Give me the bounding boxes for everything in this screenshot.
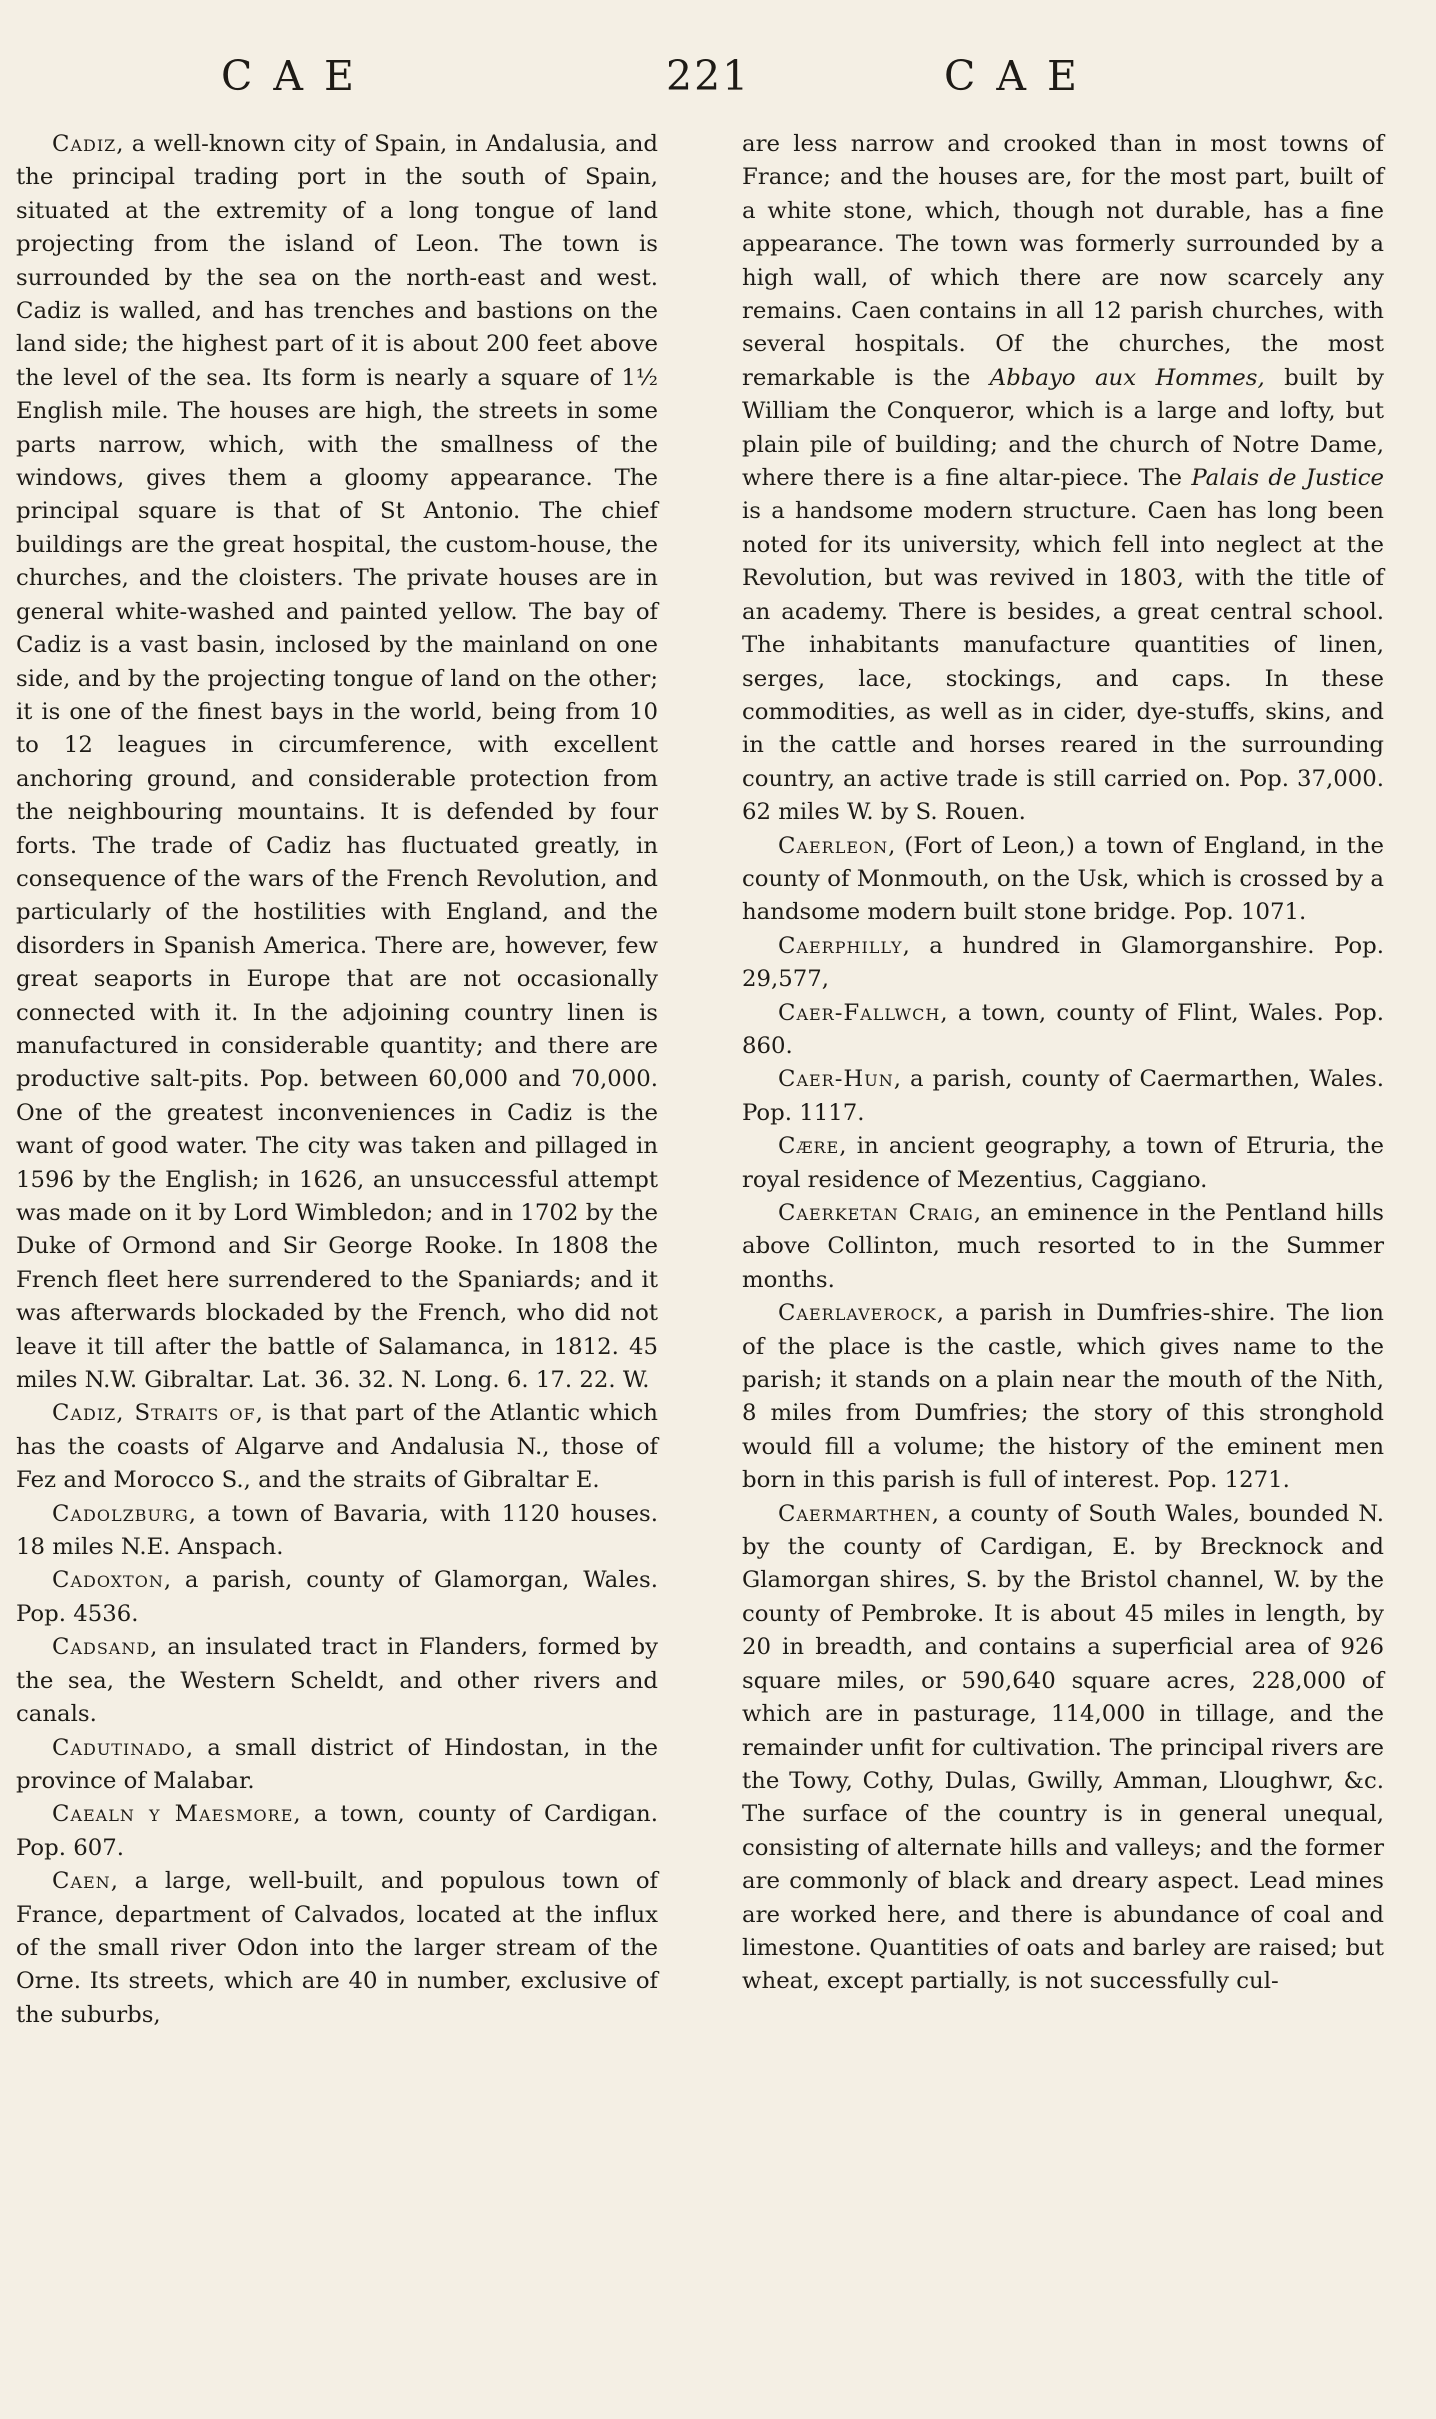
italic-place-name: Palais de Justice xyxy=(1191,465,1384,492)
entry-headword: Caerlaverock xyxy=(778,1300,937,1327)
entry-text: , is that part of the Atlantic which has the coasts of Algarve and Andalusia N., those of Fez and Morocco S., and the straits of Gibraltar E. xyxy=(16,1400,658,1494)
entry-caen-continuation xyxy=(742,128,1384,830)
entry-cadutinado xyxy=(16,1732,658,1799)
entry-text: , a small district of Hindostan, in the province of Malabar. xyxy=(16,1734,658,1794)
entry-cadsand xyxy=(16,1631,658,1731)
entry-headword: Caealn y Maesmore xyxy=(52,1801,294,1828)
entry-text: , a parish, county of Caermarthen, Wales. Pop. 1117. xyxy=(742,1066,1384,1126)
entry-caer-hun xyxy=(742,1063,1384,1130)
header-right-guideword: CAE xyxy=(944,52,1098,100)
entry-caerphilly xyxy=(742,930,1384,997)
entry-cadiz xyxy=(16,128,658,1397)
left-column xyxy=(16,128,658,2032)
entry-headword: Cære xyxy=(778,1133,840,1160)
right-column xyxy=(742,128,1384,2032)
entry-headword: Caerketan Craig xyxy=(778,1200,974,1226)
entry-text: , a well-known city of Spain, in Andalusia, and the principal trading port in the south of Spain, situated at the extremity of a long tongue of land projecting from the island of Leon. The town is surrounded by the sea on the north-east and west. Cadiz is walled, and has trenches and bastions on the land side; the highest part of it is about 200 feet above the level of the sea. Its form is nearly a square of 1½ English mile. The houses are high, the streets in some parts narrow, which, with the smallness of the windows, gives them a gloomy appearance. The principal square is that of St Antonio. The chief buildings are the great hospital, the custom-house, the churches, and the cloisters. The private houses are in general white-washed and painted yellow. The bay of Cadiz is a vast basin, inclosed by the mainland on one side, and by the projecting tongue of land on the other; it is one of the finest bays in the world, being from 10 to 12 leagues in circumference, with excellent anchoring ground, and considerable protection from the neighbouring mountains. It is defended by four forts. The trade of Cadiz has fluctuated greatly, in consequence of the wars of the French Revolution, and particularly of the hostilities with England, and the disorders in Spanish America. There are, however, few great seaports in Europe that are not occasionally connected with it. In the adjoining country linen is manufactured in considerable quantity; and there are productive salt-pits. Pop. between 60,000 and 70,000. One of the greatest inconveniences in Cadiz is the want of good water. The city was taken and pillaged in 1596 by the English; in 1626, an unsuccessful attempt was made on it by Lord Wimbledon; and in 1702 by the Duke of Ormond and Sir George Rooke. In 1808 the French fleet here surrendered to the Spaniards; and it was afterwards blockaded by the French, who did not leave it till after the battle of Salamanca, in 1812. 45 miles N.W. Gibraltar. Lat. 36. 32. N. Long. 6. 17. 22. W. xyxy=(16,131,658,1394)
entry-headword: Cadolzburg xyxy=(52,1500,189,1527)
entry-text: is a handsome modern structure. Caen has long been noted for its university, which fell into neglect at the Revolution, but was revived in 1803, with the title of an academy. There is besides, a great central school. The inhabitants manufacture quantities of linen, serges, lace, stockings, and caps. In these commodities, as well as in cider, dye-stuffs, skins, and in the cattle and horses reared in the surrounding country, an active trade is still carried on. Pop. 37,000. 62 miles W. by S. Rouen. xyxy=(742,498,1384,826)
entry-text: , a town of Bavaria, with 1120 houses. 18 miles N.E. Anspach. xyxy=(16,1500,658,1561)
entry-headword: Cadiz, Straits of xyxy=(52,1400,256,1427)
entry-text: , a parish in Dumfries-shire. The lion of the place is the castle, which gives name to the parish; it stands on a plain near the mouth of the Nith, 8 miles from Dumfries; the story of this stronghold would fill a volume; the history of the eminent men born in this parish is full of interest. Pop. 1271. xyxy=(742,1300,1384,1494)
entry-text: , a large, well-built, and populous town of France, department of Calvados, located at the influx of the small river Odon into the larger stream of the Orne. Its streets, which are 40 in number, exclusive of the suburbs, xyxy=(16,1868,658,2028)
entry-text: , (Fort of Leon,) a town of England, in the county of Monmouth, on the Usk, which is crossed by a handsome modern built stone bridge. Pop. 1071. xyxy=(742,832,1384,926)
entry-text: built by William the Conqueror, which is a large and lofty, but plain pile of building; and the church of Notre Dame, where there is a fine altar-piece. The xyxy=(742,364,1384,492)
header-left-guideword: CAE xyxy=(221,52,375,100)
two-column-body xyxy=(16,128,1384,2032)
entry-text: , a parish, county of Glamorgan, Wales. Pop. 4536. xyxy=(16,1567,658,1627)
entry-headword: Caermarthen xyxy=(778,1500,932,1527)
entry-cadoxton xyxy=(16,1564,658,1631)
entry-text: , an insulated tract in Flanders, formed by the sea, the Western Scheldt, and other rivers and canals. xyxy=(16,1634,658,1728)
entry-headword: Caerphilly xyxy=(778,932,903,959)
entry-headword: Caer-Hun xyxy=(778,1066,894,1093)
entry-caer-fallwch xyxy=(742,997,1384,1064)
entry-text: are less narrow and crooked than in most towns of France; and the houses are, for the most part, built of a white stone, which, though not durable, has a fine appearance. The town was formerly surrounded by a high wall, of which there are now scarcely any remains. Caen contains in all 12 parish churches, with several hospitals. Of the churches, the most remarkable is the xyxy=(742,131,1384,391)
entry-cadolzburg xyxy=(16,1498,658,1565)
entry-caermarthen xyxy=(742,1498,1384,1999)
entry-text: , an eminence in the Pentland hills above Collinton, much resorted to in the Summer months. xyxy=(742,1200,1384,1293)
entry-text: , a town, county of Cardigan. Pop. 607. xyxy=(16,1801,658,1861)
page-number: 221 xyxy=(666,52,751,100)
entry-headword: Caerleon xyxy=(778,832,889,859)
entry-text: , in ancient geography, a town of Etruria, the royal residence of Mezentius, Caggiano. xyxy=(742,1133,1384,1193)
entry-caerleon xyxy=(742,830,1384,930)
running-head xyxy=(16,52,1384,110)
entry-headword: Cadoxton xyxy=(52,1567,164,1594)
entry-headword: Cadiz xyxy=(52,131,117,157)
entry-headword: Cadutinado xyxy=(52,1734,186,1761)
entry-caerketan-craig xyxy=(742,1197,1384,1297)
entry-caen xyxy=(16,1865,658,2032)
entry-headword: Cadsand xyxy=(52,1634,151,1661)
entry-text: , a town, county of Flint, Wales. Pop. 860. xyxy=(742,999,1384,1059)
entry-cadiz-straits xyxy=(16,1397,658,1497)
entry-caerlaverock xyxy=(742,1297,1384,1497)
entry-caealn-y-maesmore xyxy=(16,1798,658,1865)
entry-headword: Caen xyxy=(52,1868,111,1895)
entry-caere xyxy=(742,1130,1384,1197)
entry-text: , a hundred in Glamorganshire. Pop. 29,577, xyxy=(742,932,1384,993)
entry-text: , a county of South Wales, bounded N. by the county of Cardigan, E. by Brecknock and Glamorgan shires, S. by the Bristol channel, W. by the county of Pembroke. It is about 45 miles in length, by 20 in breadth, and contains a superficial area of 926 square miles, or 590,640 square acres, 228,000 of which are in pasturage, 114,000 in tillage, and the remainder unfit for cultivation. The principal rivers are the Towy, Cothy, Dulas, Gwilly, Amman, Lloughwr, &c. The surface of the country is in general unequal, consisting of alternate hills and valleys; and the former are commonly of black and dreary aspect. Lead mines are worked here, and there is abundance of coal and limestone. Quantities of oats and barley are raised; but wheat, except partially, is not successfully cul- xyxy=(742,1500,1384,1995)
entry-headword: Caer-Fallwch xyxy=(778,999,941,1026)
italic-place-name: Abbayo aux Hommes, xyxy=(989,364,1265,391)
